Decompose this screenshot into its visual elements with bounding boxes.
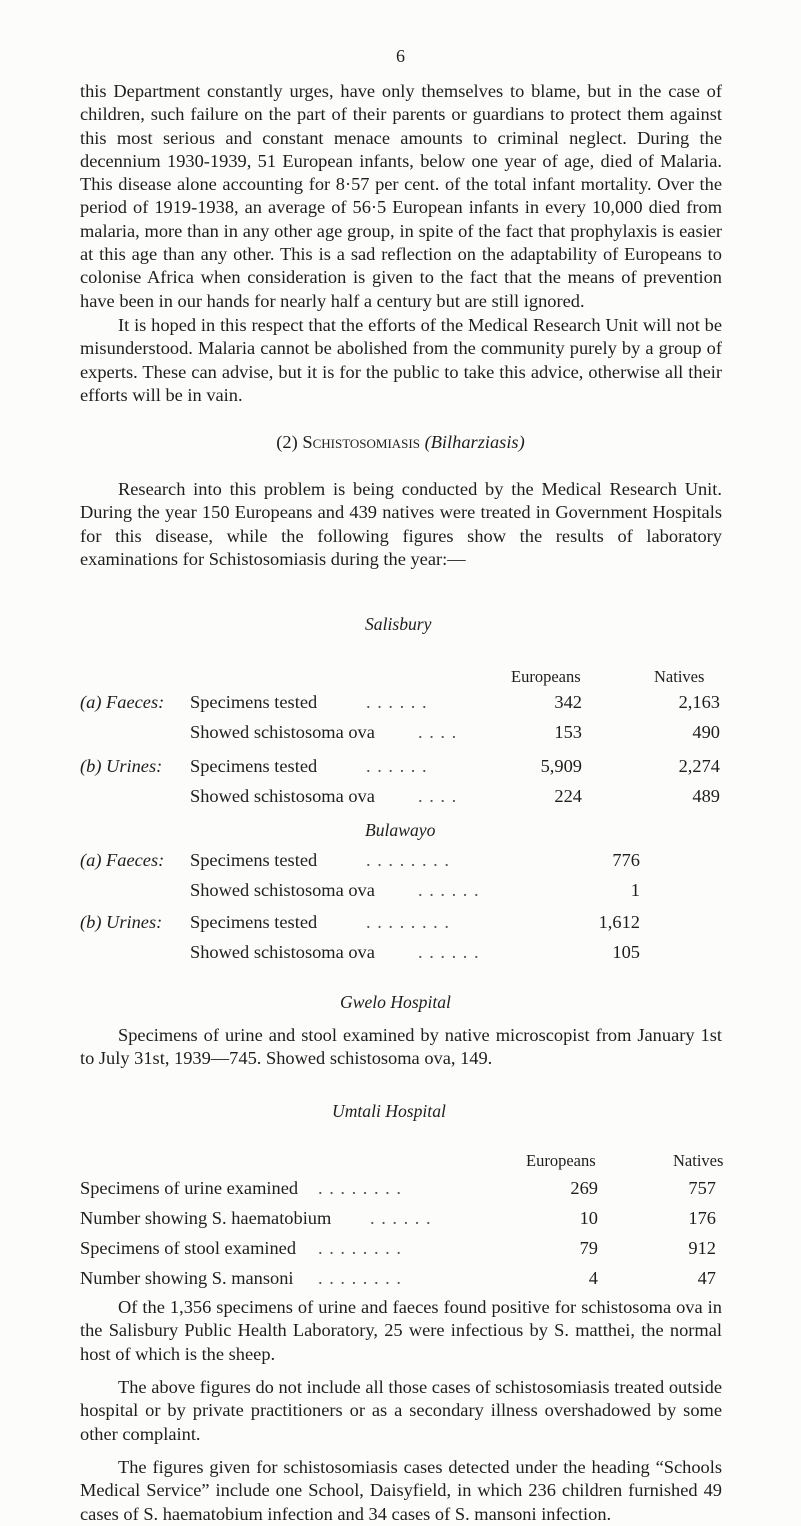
cell-natives: 176	[688, 1208, 716, 1228]
row-label: Showed schistosoma ova	[190, 880, 375, 900]
leader-dots: . . . .	[418, 722, 458, 742]
row-label: Specimens tested	[190, 692, 318, 712]
leader-dots: . . . . . . . .	[366, 850, 450, 870]
row-label: Specimens tested	[190, 912, 318, 932]
row-label: Showed schistosoma ova	[190, 942, 375, 962]
leader-dots: . . . . . .	[366, 756, 428, 776]
bulawayo-title: Bulawayo	[365, 820, 436, 840]
row-group: (b) Urines:	[80, 912, 163, 932]
paragraph-salisbury-lab: Of the 1,356 specimens of urine and faeces found positive for schistosoma ova in the Salisbury Public Health Laboratory, 25 were infectious by S. matthei, the normal host of which is the sheep.	[80, 1297, 722, 1364]
page-number: 6	[396, 46, 405, 66]
row-label: Specimens of stool examined	[80, 1238, 297, 1258]
leader-dots: . . . . . .	[418, 880, 480, 900]
row-group: (a) Faeces:	[80, 692, 165, 712]
cell-europeans: 153	[554, 722, 582, 742]
paragraph-malaria-neglect: this Department constantly urges, have only themselves to blame, but in the case of children, such failure on the part of their parents or guardians to protect them against this most serious and constant menace amounts to criminal neglect. During the decennium 1930-1939, 51 European infants, below one year of age, died of Malaria. This disease alone accounting for 8·57 per cent. of the total infant mortality. Over the period of 1919-1938, an average of 56·5 European infants in every 10,000 died from malaria, more than in any other age group, in spite of the fact that prophylaxis is easier at this age than any other. This is a sad reflection on the adaptability of Europeans to colonise Africa when consideration is given to the fact that the means of prevention have been in our hands for nearly half a century but are still ignored.	[80, 81, 722, 311]
paragraph-schools: The figures given for schistosomiasis cases detected under the heading “Schools Medical Service” include one School, Daisyfield, in which 236 children furnished 49 cases of S. haematobium infection and 34 cases of S. mansoni infection.	[80, 1457, 722, 1524]
cell-natives: 2,163	[678, 692, 720, 712]
leader-dots: . . . .	[418, 786, 458, 806]
cell-europeans: 224	[554, 786, 582, 806]
cell-europeans: 342	[554, 692, 582, 712]
leader-dots: . . . . . .	[366, 692, 428, 712]
row-label: Showed schistosoma ova	[190, 722, 375, 742]
row-label: Showed schistosoma ova	[190, 786, 375, 806]
cell-natives: 47	[697, 1268, 716, 1288]
leader-dots: . . . . . .	[418, 942, 480, 962]
leader-dots: . . . . . . . .	[318, 1268, 402, 1288]
cell-value: 776	[612, 850, 640, 870]
leader-dots: . . . . . . . .	[318, 1178, 402, 1198]
salisbury-title: Salisbury	[365, 614, 432, 634]
cell-natives: 2,274	[678, 756, 720, 776]
section-number: (2)	[276, 432, 298, 452]
section-heading	[0, 432, 801, 453]
salisbury-col-europeans: Europeans	[511, 667, 581, 686]
umtali-col-europeans: Europeans	[526, 1151, 596, 1170]
gwelo-title: Gwelo Hospital	[340, 992, 451, 1012]
row-label: Number showing S. haematobium	[80, 1208, 332, 1228]
cell-europeans: 10	[579, 1208, 598, 1228]
section-title: Schistosomiasis	[302, 432, 420, 452]
umtali-col-natives: Natives	[673, 1151, 724, 1170]
salisbury-col-natives: Natives	[654, 667, 705, 686]
section-subtitle: (Bilharziasis)	[424, 432, 525, 452]
cell-europeans: 4	[588, 1268, 598, 1288]
cell-value: 105	[612, 942, 640, 962]
row-label: Specimens tested	[190, 850, 318, 870]
row-label: Specimens of urine examined	[80, 1178, 299, 1198]
row-label: Number showing S. mansoni	[80, 1268, 294, 1288]
cell-natives: 489	[692, 786, 720, 806]
leader-dots: . . . . . . . .	[366, 912, 450, 932]
leader-dots: . . . . . . . .	[318, 1238, 402, 1258]
cell-natives: 757	[688, 1178, 716, 1198]
umtali-title: Umtali Hospital	[332, 1101, 446, 1121]
paragraph-medical-research-unit: It is hoped in this respect that the efforts of the Medical Research Unit will not be misunderstood. Malaria cannot be abolished from the community purely by a group of experts. These can advise, but it is for the public to take this advice, otherwise all their efforts will be in vain.	[80, 315, 722, 405]
cell-natives: 490	[692, 722, 720, 742]
cell-value: 1	[630, 880, 640, 900]
row-label: Specimens tested	[190, 756, 318, 776]
cell-europeans: 5,909	[540, 756, 582, 776]
paragraph-schisto-intro: Research into this problem is being conducted by the Medical Research Unit. During the year 150 Europeans and 439 natives were treated in Government Hospitals for this disease, while the following figures show the results of laboratory examinations for Schistosomiasis during the year:—	[80, 479, 722, 569]
cell-europeans: 79	[579, 1238, 598, 1258]
cell-natives: 912	[688, 1238, 716, 1258]
paragraph-not-included: The above figures do not include all those cases of schistosomiasis treated outside hospital or by private practitioners or as a secondary illness overshadowed by some other complaint.	[80, 1377, 722, 1444]
row-group: (b) Urines:	[80, 756, 163, 776]
leader-dots: . . . . . .	[370, 1208, 432, 1228]
cell-value: 1,612	[598, 912, 640, 932]
paragraph-gwelo: Specimens of urine and stool examined by native microscopist from January 1st to July 31st, 1939—745. Showed schistosoma ova, 149.	[80, 1025, 722, 1069]
row-group: (a) Faeces:	[80, 850, 165, 870]
cell-europeans: 269	[570, 1178, 598, 1198]
